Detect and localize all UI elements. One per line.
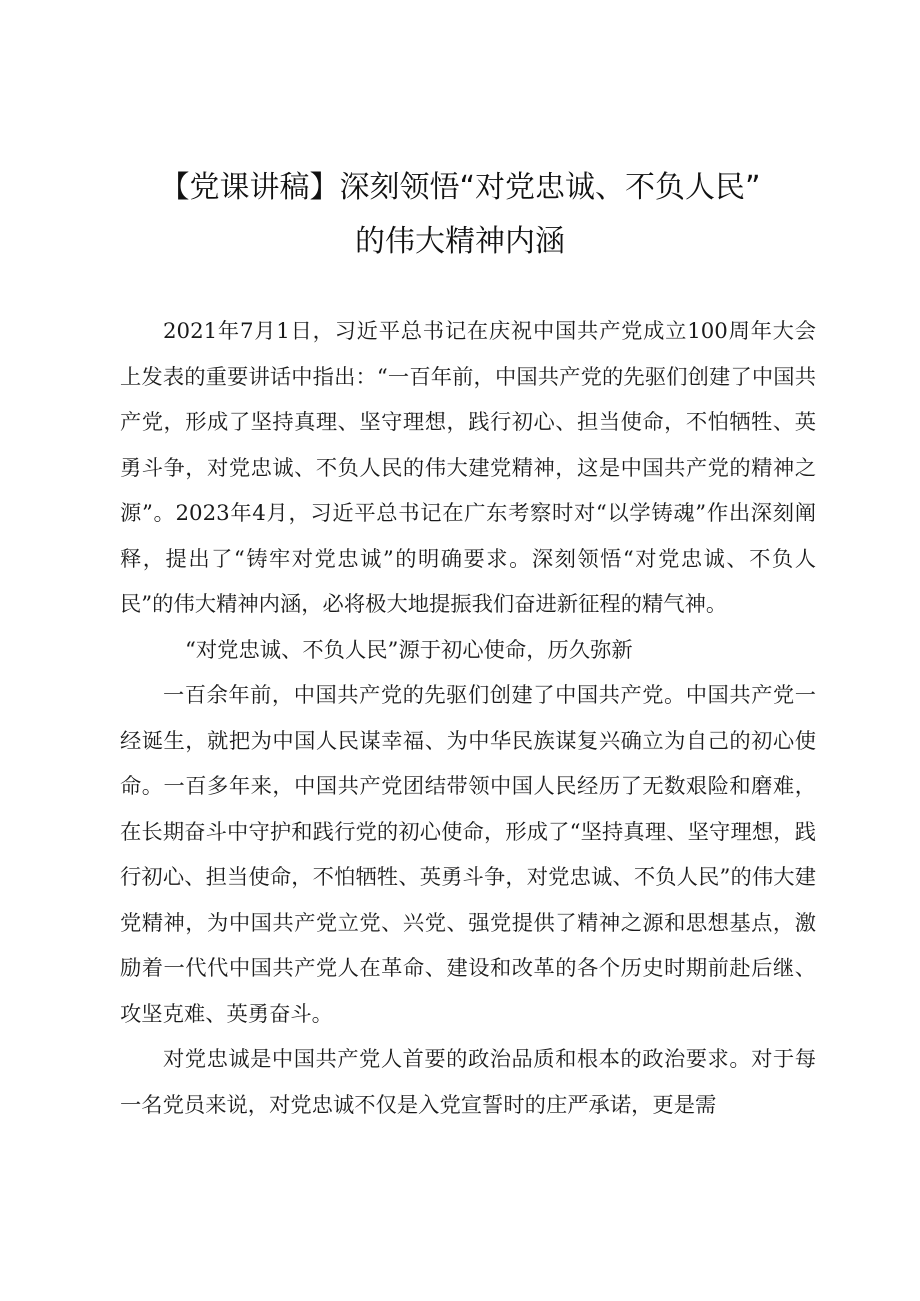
- section-heading: “对党忠诚、不负人民”源于初心使命，历久弥新: [185, 637, 633, 663]
- document-title-line-2: 的伟大精神内涵: [355, 224, 565, 259]
- paragraph-history: 一百余年前，中国共产党的先驱们创建了中国共产党。中国共产党一经诞生，就把为中国人民谋幸福、为中华民族谋复兴确立为自己的初心使命。一百多年来，中国共产党团结带领中国人民经历了无数艰险和磨难，在长期奋斗中守护和践行党的初心使命，形成了“坚持真理、坚守理想，践行初心、担当使命，不怕牺牲、英勇斗争，对党忠诚、不负人民”的伟大建党精神，为中国共产党立党、兴党、强党提供了精神之源和思想基点，激励着一代代中国共产党人在革命、建设和改革的各个历史时期前赴后继、攻坚克难、英勇奋斗。: [120, 683, 816, 1027]
- paragraph-loyalty: 对党忠诚是中国共产党人首要的政治品质和根本的政治要求。对于每一名党员来说，对党忠诚不仅是入党宣誓时的庄严承诺，更是需: [120, 1047, 816, 1118]
- paragraph-intro: 2021年7月1日，习近平总书记在庆祝中国共产党成立100周年大会上发表的重要讲话中指出：“一百年前，中国共产党的先驱们创建了中国共产党，形成了坚持真理、坚守理想，践行初心、担当使命，不怕牺牲、英勇斗争，对党忠诚、不负人民的伟大建党精神，这是中国共产党的精神之源”。2023年4月，习近平总书记在广东考察时对“以学铸魂”作出深刻阐释，提出了“铸牢对党忠诚”的明确要求。深刻领悟“对党忠诚、不负人民”的伟大精神内涵，必将极大地提振我们奋进新征程的精气神。: [120, 319, 816, 617]
- document-body: [120, 309, 816, 1128]
- document-title-line-1: 【党课讲稿】深刻领悟“对党忠诚、不负人民”: [159, 170, 761, 205]
